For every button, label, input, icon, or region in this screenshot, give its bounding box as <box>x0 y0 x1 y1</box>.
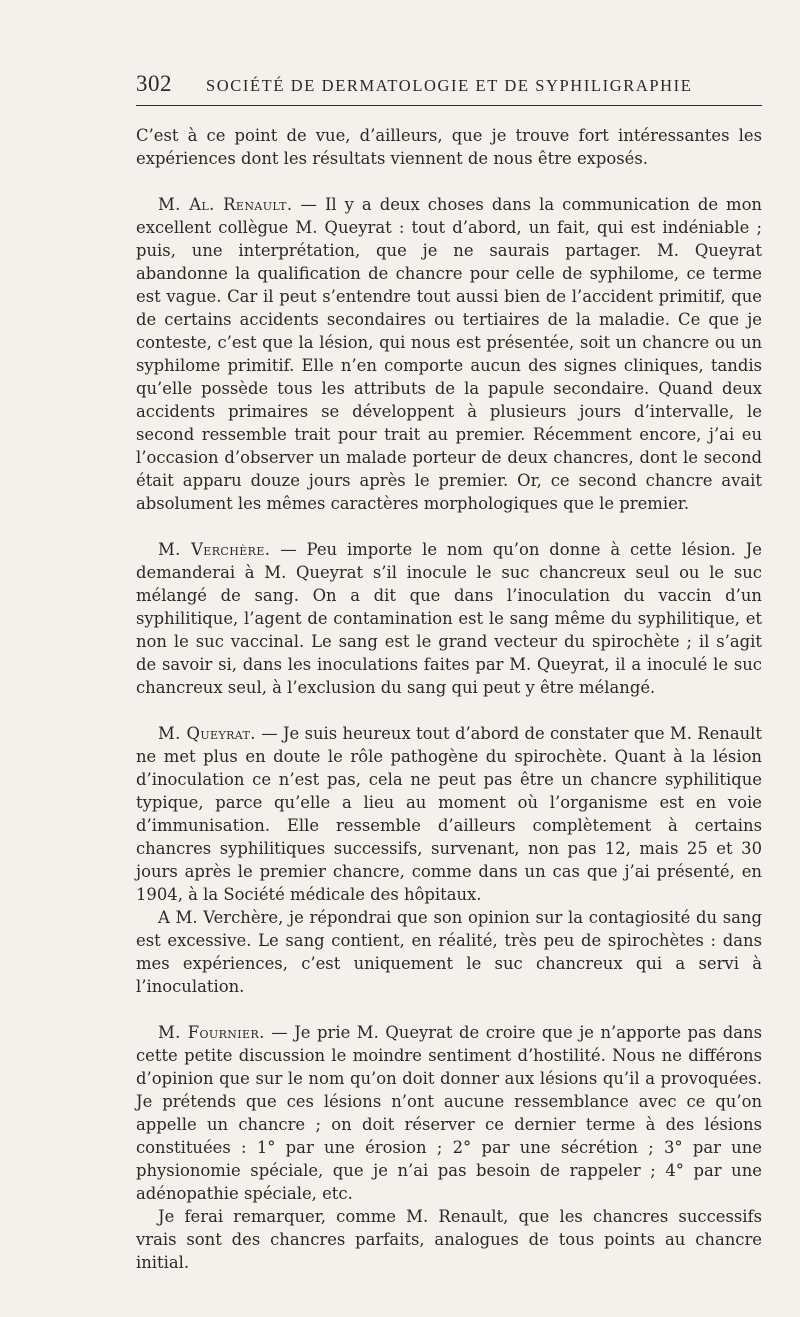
paragraph-text: A M. Verchère, je répondrai que son opinion sur la contagiosité du sang est excessive. Le sang contient, en réalité, très peu de spirochètes : dans mes expériences, c’est uniquement le suc chancreux qui a servi à l’inoculation. <box>136 908 762 996</box>
speaker-name: M. Fournier. <box>158 1023 265 1042</box>
paragraph-fournier <box>136 1021 762 1205</box>
paragraph-queyrat <box>136 722 762 906</box>
paragraph-renault <box>136 193 762 515</box>
page-number: 302 <box>136 71 172 96</box>
paragraph-fournier-remark <box>136 1205 762 1274</box>
paragraph-text: — Je prie M. Queyrat de croire que je n’apporte pas dans cette petite discussion le moindre sentiment d’hostilité. Nous ne différons d’opinion que sur le nom qu’on doit donner aux lésions qu’il a provoquées. Je prétends que ces lésions n’ont aucune ressemblance avec ce qu’on appelle un chancre ; on doit réserver ce dernier terme à des lésions constituées : 1° par une érosion ; 2° par une sécrétion ; 3° par une physionomie spéciale, que je n’ai pas besoin de rappeler ; 4° par une adénopathie spéciale, etc. <box>136 1023 762 1203</box>
paragraph-text: — Il y a deux choses dans la communication de mon excellent collègue M. Queyrat : tout d’abord, un fait, qui est indéniable ; puis, une interprétation, que je ne saurais partager. M. Queyrat abandonne la qualification de chancre pour celle de syphilome, ce terme est vague. Car il peut s’entendre tout aussi bien de l’accident primitif, que de certains accidents secondaires ou tertiaires de la maladie. Ce que je conteste, c’est que la lésion, qui nous est présentée, soit un chancre ou un syphilome primitif. Elle n’en comporte aucun des signes cliniques, tandis qu’elle possède tous les attributs de la papule secondaire. Quand deux accidents primaires se développent à plusieurs jours d’intervalle, le second ressemble trait pour trait au premier. Récemment encore, j’ai eu l’occasion d’observer un malade porteur de deux chancres, dont le second était apparu douze jours après le premier. Or, ce second chancre avait absolument les mêmes caractères morphologiques que le premier. <box>136 195 762 513</box>
paragraph-text: — Peu importe le nom qu’on donne à cette lésion. Je demanderai à M. Queyrat s’il inocule le suc chancreux seul ou le suc mélangé de sang. On a dit que dans l’inoculation du vaccin d’un syphilitique, l’agent de contamination est le sang même du syphilitique, et non le suc vaccinal. Le sang est le grand vecteur du spirochète ; il s’agit de savoir si, dans les inoculations faites par M. Queyrat, il a inoculé le suc chancreux seul, à l’exclusion du sang qui peut y être mélangé. <box>136 540 763 697</box>
paragraph-continuation <box>136 124 762 170</box>
speaker-name: M. Queyrat. <box>158 724 256 743</box>
running-title: SOCIÉTÉ DE DERMATOLOGIE ET DE SYPHILIGRAPHIE <box>206 76 693 95</box>
paragraph-queyrat-reply <box>136 906 762 998</box>
running-header <box>136 62 762 106</box>
paragraph-text: Je ferai remarquer, comme M. Renault, que les chancres successifs vrais sont des chancres parfaits, analogues de tous points au chancre initial. <box>136 1207 762 1272</box>
speaker-name: M. Verchère. <box>158 540 271 559</box>
paragraph-text: — Je suis heureux tout d’abord de constater que M. Renault ne met plus en doute le rôle pathogène du spirochète. Quant à la lésion d’inoculation ce n’est pas, cela ne peut pas être un chancre syphilitique typique, parce qu’elle a lieu au moment où l’organisme est en voie d’immunisation. Elle ressemble d’ailleurs complètement à certains chancres syphilitiques successifs, survenant, non pas 12, mais 25 et 30 jours après le premier chancre, comme dans un cas que j’ai présenté, en 1904, à la Société médicale des hôpitaux. <box>136 724 762 904</box>
paragraph-verchere <box>136 538 762 699</box>
body-text <box>136 124 762 1274</box>
speaker-name: M. Al. Renault. <box>158 195 293 214</box>
paragraph-text: C’est à ce point de vue, d’ailleurs, que je trouve fort intéressantes les expériences dont les résultats viennent de nous être exposés. <box>136 126 762 168</box>
